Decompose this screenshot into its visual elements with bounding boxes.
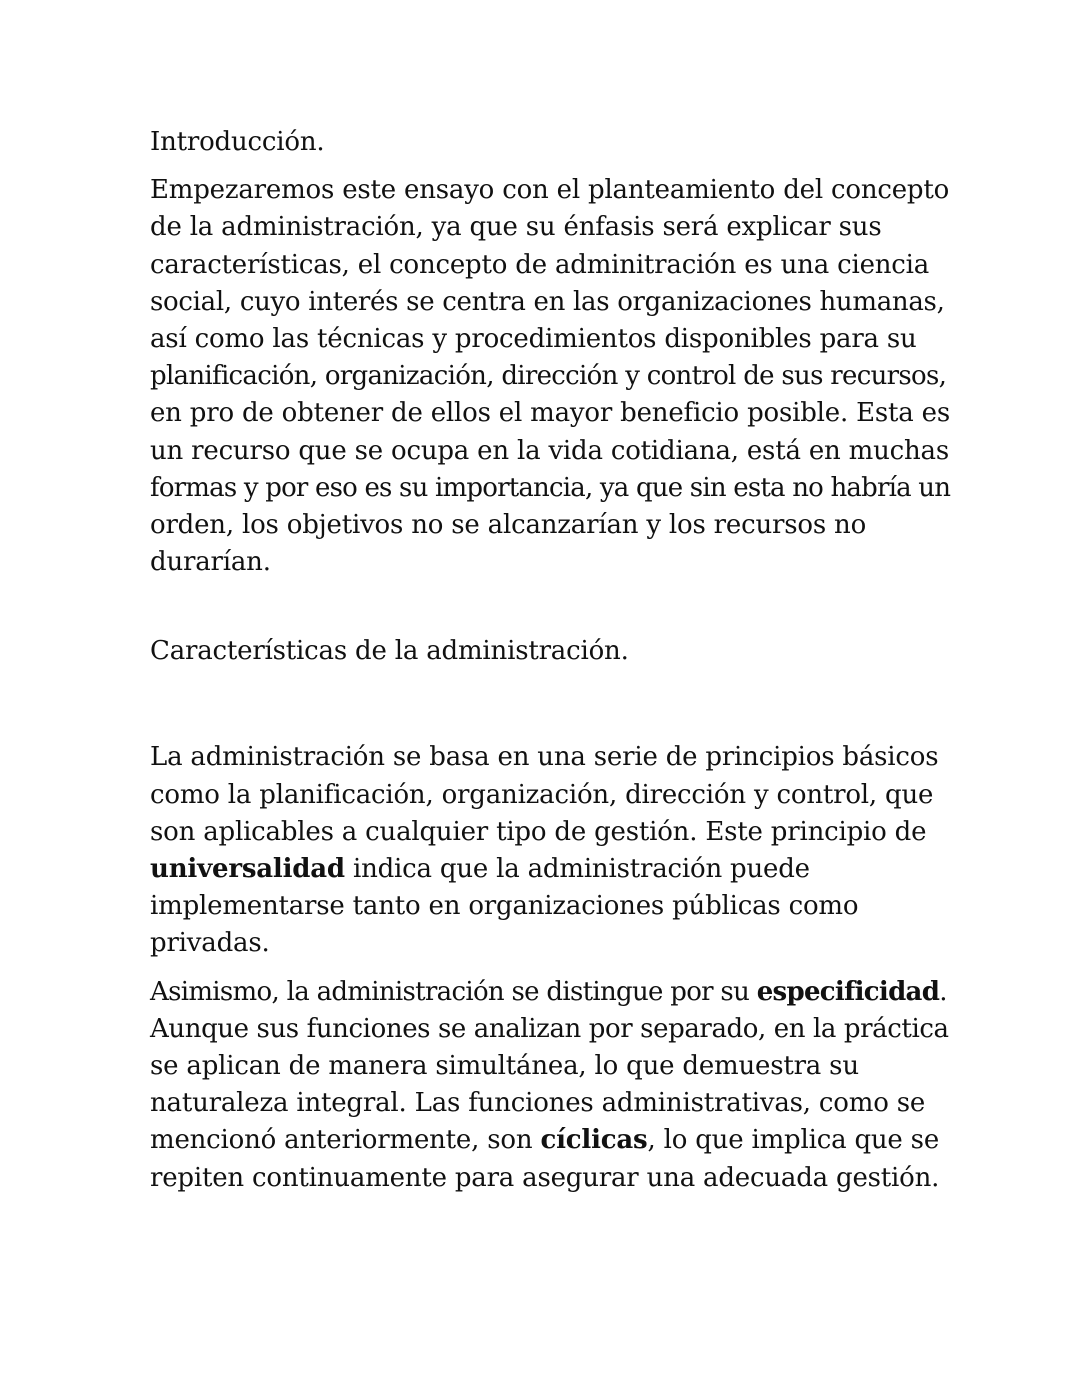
- features-heading: Características de la administración.: [150, 636, 629, 667]
- intro-line: social, cuyo interés se centra en las organizaciones humanas,: [150, 286, 945, 317]
- intro-line: orden, los objetivos no se alcanzarían y los recursos no: [150, 509, 867, 540]
- paragraph-text: Asimismo, la administración se distingue por su: [150, 976, 757, 1007]
- bold-term-ciclicas: cíclicas: [540, 1125, 648, 1156]
- paragraph-line: como la planificación, organización, dirección y control, que: [150, 779, 934, 810]
- intro-heading: Introducción.: [150, 127, 325, 157]
- specificity-paragraph: [150, 974, 950, 1197]
- intro-line: formas y por eso es su importancia, ya que sin esta no habría un: [150, 472, 951, 503]
- intro-line: durarían.: [150, 547, 271, 578]
- intro-line: un recurso que se ocupa en la vida cotidiana, está en muchas: [150, 435, 949, 466]
- intro-paragraph: [150, 172, 950, 581]
- paragraph-text: indica que la administración puede: [344, 854, 810, 884]
- paragraph-line: [150, 1122, 950, 1159]
- paragraph-line: naturaleza integral. Las funciones administrativas, como se: [150, 1088, 926, 1119]
- paragraph-text: , lo que implica que se: [647, 1125, 940, 1156]
- intro-line: características, el concepto de adminitración es una ciencia: [150, 249, 930, 280]
- bold-term-universalidad: universalidad: [150, 854, 345, 884]
- paragraph-line: privadas.: [150, 928, 270, 959]
- intro-line: Empezaremos este ensayo con el planteamiento del concepto: [150, 175, 950, 206]
- paragraph-line: son aplicables a cualquier tipo de gestión. Este principio de: [150, 816, 927, 847]
- paragraph-text: .: [939, 976, 947, 1007]
- paragraph-line: Aunque sus funciones se analizan por separado, en la práctica: [150, 1013, 949, 1044]
- document-body: [150, 124, 950, 1197]
- paragraph-line: repiten continuamente para asegurar una adecuada gestión.: [150, 1162, 940, 1193]
- intro-line: de la administración, ya que su énfasis será explicar sus: [150, 212, 882, 243]
- paragraph-line: implementarse tanto en organizaciones públicas como: [150, 891, 859, 922]
- intro-line: así como las técnicas y procedimientos disponibles para su: [150, 323, 917, 354]
- universality-paragraph: [150, 739, 950, 962]
- paragraph-line: La administración se basa en una serie de principios básicos: [150, 742, 939, 773]
- bold-term-especificidad: especificidad: [756, 976, 940, 1007]
- paragraph-text: mencionó anteriormente, son: [150, 1125, 541, 1156]
- intro-line: planificación, organización, dirección y control de sus recursos,: [150, 361, 947, 392]
- paragraph-line: [150, 974, 950, 1011]
- intro-line: en pro de obtener de ellos el mayor beneficio posible. Esta es: [150, 398, 950, 429]
- paragraph-line: se aplican de manera simultánea, lo que demuestra su: [150, 1050, 859, 1081]
- paragraph-line: [150, 851, 950, 888]
